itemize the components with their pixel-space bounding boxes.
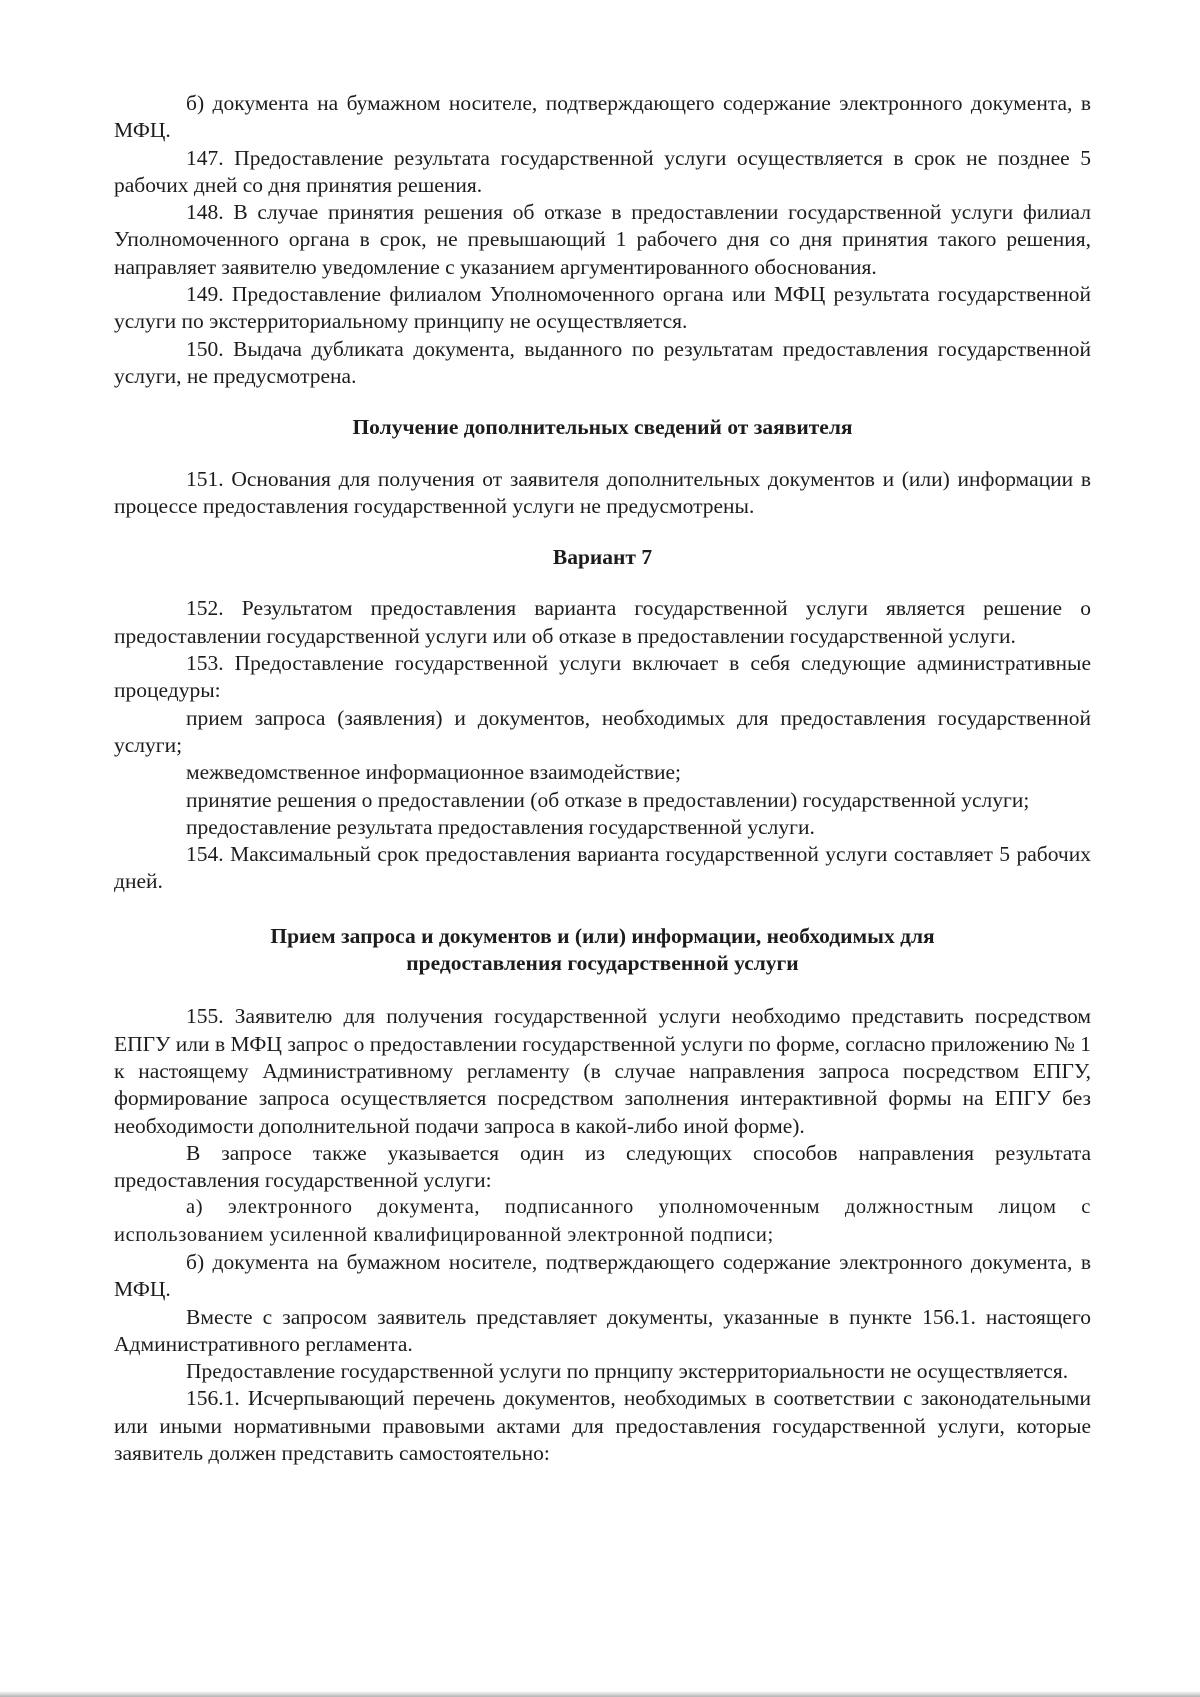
paragraph: прием запроса (заявления) и документов, необходимых для предоставления государственной услуги; — [114, 705, 1091, 757]
paragraph: В запросе также указывается один из следующих способов направления результата предоставления государственной услуги: — [114, 1140, 1091, 1193]
section-heading-line-1: Прием запроса и документов и (или) информации, необходимых для — [270, 923, 935, 948]
paragraph: 156.1. Исчерпывающий перечень документов, необходимых в соответствии с законодательными или иными нормативными правовыми актами для предоставления государственной услуги, которые заявитель должен представить самостоятельно: — [114, 1386, 1091, 1466]
paragraph: предоставление результата предоставления государственной услуги. — [186, 814, 815, 839]
paragraph: 153. Предоставление государственной услуги включает в себя следующие административные процедуры: — [114, 651, 1091, 703]
paragraph: межведомственное информационное взаимодействие; — [186, 760, 681, 785]
paragraph: 148. В случае принятия решения об отказе в предоставлении государственной услуги филиал Уполномоченного органа в срок, не превышающий 1 рабочего дня со дня принятия такого решения, направляет заявителю уведомление с указанием аргументированного обоснования. — [114, 200, 1091, 279]
scan-bottom-edge — [0, 1691, 1200, 1697]
paragraph: 151. Основания для получения от заявителя дополнительных документов и (или) информации в процессе предоставления государственной услуги не предусмотрены. — [114, 466, 1091, 518]
paragraph: а) электронного документа, подписанного уполномоченным должностным лицом с использованием усиленной квалифицированной электронной подписи; — [114, 1196, 1091, 1246]
paragraph: 149. Предоставление филиалом Уполномоченного органа или МФЦ результата государственной услуги по экстерриториальному принципу не осуществляется. — [114, 282, 1091, 334]
section-heading-line-2: предоставления государственной услуги — [406, 951, 799, 976]
paragraph: б) документа на бумажном носителе, подтверждающего содержание электронного документа, в МФЦ. — [114, 91, 1091, 143]
paragraph: 147. Предоставление результата государственной услуги осуществляется в срок не позднее 5 рабочих дней со дня принятия решения. — [114, 145, 1091, 197]
document-page — [114, 90, 1091, 1467]
section-heading: Вариант 7 — [552, 545, 653, 570]
paragraph: 152. Результатом предоставления варианта государственной услуги является решение о предоставлении государственной услуги или об отказе в предоставлении государственной услуги. — [114, 596, 1091, 648]
section-heading: Получение дополнительных сведений от заявителя — [352, 415, 853, 440]
paragraph: 150. Выдача дубликата документа, выданного по результатам предоставления государственной услуги, не предусмотрена. — [114, 336, 1091, 388]
paragraph: принятие решения о предоставлении (об отказе в предоставлении) государственной услуги; — [186, 787, 1030, 812]
paragraph: Вместе с запросом заявитель представляет документы, указанные в пункте 156.1. настоящего Административного регламента. — [114, 1304, 1091, 1356]
paragraph: б) документа на бумажном носителе, подтверждающего содержание электронного документа, в МФЦ. — [114, 1249, 1091, 1302]
paragraph: 154. Максимальный срок предоставления варианта государственной услуги составляет 5 рабочих дней. — [114, 842, 1091, 894]
paragraph: 155. Заявителю для получения государственной услуги необходимо представить посредством ЕПГУ или в МФЦ запрос о предоставлении государственной услуги по форме, согласно приложению № 1 к настоящему Административному регламенту (в случае направления запроса посредством ЕПГУ, формирование запроса осуществляется посредством заполнения интерактивной формы на ЕПГУ без необходимости дополнительной подачи запроса в какой-либо иной форме). — [114, 1004, 1091, 1138]
paragraph: Предоставление государственной услуги по прнципу экстерриториальности не осуществляется. — [186, 1359, 1069, 1384]
